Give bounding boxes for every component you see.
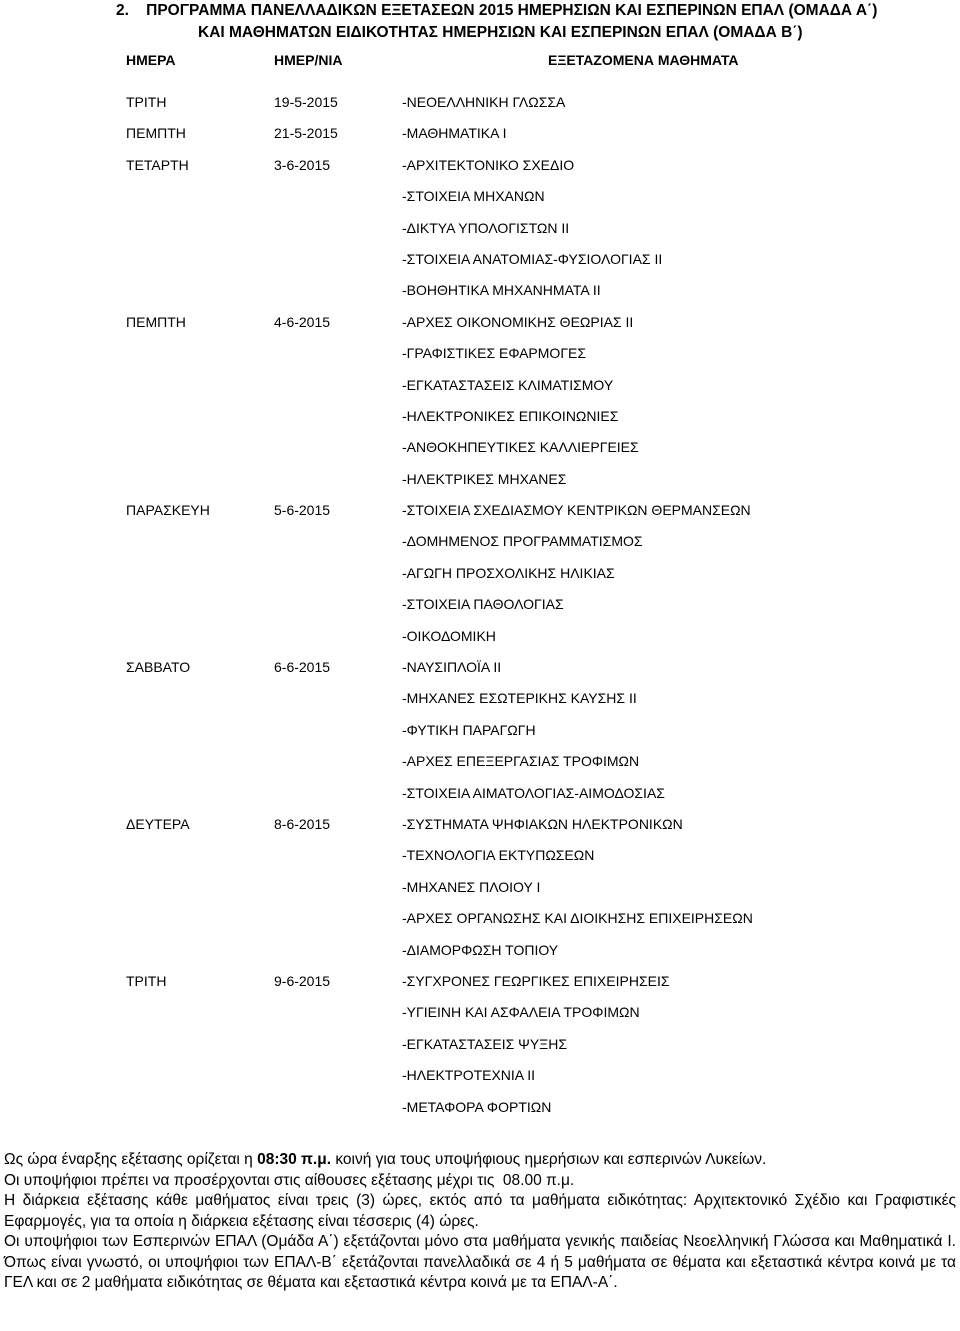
schedule-row xyxy=(0,1028,960,1059)
exam-subject: -ΔΙΑΜΟΡΦΩΣΗ ΤΟΠΙΟΥ xyxy=(402,941,559,958)
exam-subject: -ΣΤΟΙΧΕΙΑ ΜΗΧΑΝΩΝ xyxy=(402,188,545,205)
column-header-subjects: ΕΞΕΤΑΖΟΜΕΝΑ ΜΑΘΗΜΑΤΑ xyxy=(548,52,739,68)
schedule-row xyxy=(0,777,960,808)
schedule-row xyxy=(0,149,960,180)
schedule-row xyxy=(0,212,960,243)
exam-date: 9-6-2015 xyxy=(274,972,331,989)
schedule-row xyxy=(0,400,960,431)
note-arrival-time: Οι υποψήφιοι πρέπει να προσέρχονται στις αίθουσες εξέτασης μέχρι τις 08.00 π.μ. xyxy=(4,1171,575,1189)
schedule-row xyxy=(0,1059,960,1090)
schedule-row xyxy=(0,871,960,902)
exam-date: 19-5-2015 xyxy=(274,94,338,110)
note-duration: Η διάρκεια εξέτασης κάθε μαθήματος είναι τρεις (3) ώρες, εκτός από τα μαθήματα ειδικότητας: Αρχιτεκτονικό Σχέδιο και Γραφιστικές Εφαρμογές, για τα οποία η διάρκεια εξέτασης είναι τέσσερις (4) ώρες. xyxy=(4,1192,956,1230)
document-title-line-2: ΚΑΙ ΜΑΘΗΜΑΤΩΝ ΕΙΔΙΚΟΤΗΤΑΣ ΗΜΕΡΗΣΙΩΝ ΚΑΙ ΕΣΠΕΡΙΝΩΝ ΕΠΑΛ (ΟΜΑΔΑ Β΄) xyxy=(198,24,803,41)
note-start-time xyxy=(4,1150,956,1171)
column-header-date: ΗΜΕΡ/ΝΙΑ xyxy=(274,52,343,68)
exam-subject: -ΔΟΜΗΜΕΝΟΣ ΠΡΟΓΡΑΜΜΑΤΙΣΜΟΣ xyxy=(402,533,643,550)
column-header-day: ΗΜΕΡΑ xyxy=(126,52,176,68)
exam-subject: -ΝΑΥΣΙΠΛΟΪΑ ΙΙ xyxy=(402,659,502,676)
schedule-row xyxy=(0,180,960,211)
exam-subject: -ΥΓΙΕΙΝΗ ΚΑΙ ΑΣΦΑΛΕΙΑ ΤΡΟΦΙΜΩΝ xyxy=(402,1004,640,1021)
exam-subject: -ΓΡΑΦΙΣΤΙΚΕΣ ΕΦΑΡΜΟΓΕΣ xyxy=(402,345,587,362)
exam-date: 6-6-2015 xyxy=(274,659,331,676)
exam-day: ΣΑΒΒΑΤΟ xyxy=(126,659,191,676)
schedule-row xyxy=(0,306,960,337)
exam-notes xyxy=(4,1150,956,1294)
exam-subject: -ΣΤΟΙΧΕΙΑ ΠΑΘΟΛΟΓΙΑΣ xyxy=(402,596,564,613)
schedule-row xyxy=(0,86,960,117)
exam-subject: -ΦΥΤΙΚΗ ΠΑΡΑΓΩΓΗ xyxy=(402,721,536,738)
schedule-row xyxy=(0,745,960,776)
schedule-row xyxy=(0,588,960,619)
exam-subject: -ΑΡΧΕΣ ΟΡΓΑΝΩΣΗΣ ΚΑΙ ΔΙΟΙΚΗΣΗΣ ΕΠΙΧΕΙΡΗΣΕΩΝ xyxy=(402,910,753,927)
exam-subject: -ΣΤΟΙΧΕΙΑ ΑΙΜΑΤΟΛΟΓΙΑΣ-ΑΙΜΟΔΟΣΙΑΣ xyxy=(402,784,665,801)
schedule-row xyxy=(0,808,960,839)
note-start-time-text: Ως ώρα έναρξης εξέτασης ορίζεται η xyxy=(4,1151,258,1168)
exam-subject: -ΣΤΟΙΧΕΙΑ ΑΝΑΤΟΜΙΑΣ-ΦΥΣΙΟΛΟΓΙΑΣ ΙΙ xyxy=(402,250,663,267)
schedule-row xyxy=(0,1091,960,1122)
exam-date: 4-6-2015 xyxy=(274,313,331,330)
exam-subject: -ΑΡΧΕΣ ΟΙΚΟΝΟΜΙΚΗΣ ΘΕΩΡΙΑΣ ΙΙ xyxy=(402,313,634,330)
document-title-line-1: 2. ΠΡΟΓΡΑΜΜΑ ΠΑΝΕΛΛΑΔΙΚΩΝ ΕΞΕΤΑΣΕΩΝ 2015 ΗΜΕΡΗΣΙΩΝ ΚΑΙ ΕΣΠΕΡΙΝΩΝ ΕΠΑΛ (ΟΜΑΔΑ Α΄) xyxy=(116,2,878,19)
exam-subject: -ΑΓΩΓΗ ΠΡΟΣΧΟΛΙΚΗΣ ΗΛΙΚΙΑΣ xyxy=(402,564,615,581)
exam-subject: -ΕΓΚΑΤΑΣΤΑΣΕΙΣ ΨΥΞΗΣ xyxy=(402,1035,568,1052)
exam-subject: -ΕΓΚΑΤΑΣΤΑΣΕΙΣ ΚΛΙΜΑΤΙΣΜΟΥ xyxy=(402,376,614,393)
exam-subject: -ΜΗΧΑΝΕΣ ΕΣΩΤΕΡΙΚΗΣ ΚΑΥΣΗΣ ΙΙ xyxy=(402,690,637,707)
exam-subject: -ΣΥΓΧΡΟΝΕΣ ΓΕΩΡΓΙΚΕΣ ΕΠΙΧΕΙΡΗΣΕΙΣ xyxy=(402,972,670,989)
schedule-row xyxy=(0,369,960,400)
schedule-row xyxy=(0,337,960,368)
exam-schedule xyxy=(0,86,960,1122)
exam-subject: -ΑΝΘΟΚΗΠΕΥΤΙΚΕΣ ΚΑΛΛΙΕΡΓΕΙΕΣ xyxy=(402,439,639,456)
exam-date: 5-6-2015 xyxy=(274,502,331,519)
schedule-row xyxy=(0,494,960,525)
note-start-time-rest: κοινή για τους υποψήφιους ημερήσιων και εσπερινών Λυκείων. xyxy=(331,1151,767,1168)
exam-subject: -ΟΙΚΟΔΟΜΙΚΗ xyxy=(402,627,496,644)
schedule-row xyxy=(0,934,960,965)
schedule-row xyxy=(0,557,960,588)
exam-subject: -ΝΕΟΕΛΛΗΝΙΚΗ ΓΛΩΣΣΑ xyxy=(402,94,566,110)
exam-subject: -ΔΙΚΤΥΑ ΥΠΟΛΟΓΙΣΤΩΝ ΙΙ xyxy=(402,219,570,236)
exam-date: 21-5-2015 xyxy=(274,125,338,142)
exam-subject: -ΜΗΧΑΝΕΣ ΠΛΟΙΟΥ Ι xyxy=(402,878,541,895)
exam-day: ΤΡΙΤΗ xyxy=(126,972,167,989)
exam-day: ΠΕΜΠΤΗ xyxy=(126,125,186,142)
exam-subject: -ΗΛΕΚΤΡΟΤΕΧΝΙΑ ΙΙ xyxy=(402,1067,536,1084)
schedule-row xyxy=(0,682,960,713)
exam-subject: -ΒΟΗΘΗΤΙΚΑ ΜΗΧΑΝΗΜΑΤΑ ΙΙ xyxy=(402,282,601,299)
exam-subject: -ΣΤΟΙΧΕΙΑ ΣΧΕΔΙΑΣΜΟΥ ΚΕΝΤΡΙΚΩΝ ΘΕΡΜΑΝΣΕΩΝ xyxy=(402,502,751,519)
note-start-time-value: 08:30 π.μ. xyxy=(257,1151,332,1168)
exam-subject: -ΑΡΧΕΣ ΕΠΕΞΕΡΓΑΣΙΑΣ ΤΡΟΦΙΜΩΝ xyxy=(402,753,640,770)
exam-date: 3-6-2015 xyxy=(274,156,331,173)
exam-day: ΠΑΡΑΣΚΕΥΗ xyxy=(126,502,210,519)
schedule-row xyxy=(0,839,960,870)
exam-day: ΤΕΤΑΡΤΗ xyxy=(126,156,189,173)
schedule-row xyxy=(0,714,960,745)
exam-subject: -ΗΛΕΚΤΡΙΚΕΣ ΜΗΧΑΝΕΣ xyxy=(402,470,567,487)
exam-day: ΤΡΙΤΗ xyxy=(126,94,167,110)
exam-date: 8-6-2015 xyxy=(274,815,331,832)
schedule-row xyxy=(0,463,960,494)
exam-subject: -ΑΡΧΙΤΕΚΤΟΝΙΚΟ ΣΧΕΔΙΟ xyxy=(402,156,575,173)
note-evening-candidates: Οι υποψήφιοι των Εσπερινών ΕΠΑΛ (Ομάδα Α΄) εξετάζονται μόνο στα μαθήματα γενικής παιδείας Νεοελληνική Γλώσσα και Μαθηματικά Ι. Όπως είναι γνωστό, οι υποψήφιοι των ΕΠΑΛ-Β΄ εξετάζονται πανελλαδικά σε 4 ή 5 μαθήματα σε θέματα και εξεταστικά κέντρα κοινά με τα ΓΕΛ και σε 2 μαθήματα ειδικότητας σε θέματα και εξεταστικά κέντρα κοινά με τα ΕΠΑΛ-Α΄. xyxy=(4,1233,956,1291)
exam-subject: -ΗΛΕΚΤΡΟΝΙΚΕΣ ΕΠΙΚΟΙΝΩΝΙΕΣ xyxy=(402,407,619,424)
schedule-row xyxy=(0,651,960,682)
schedule-row xyxy=(0,902,960,933)
exam-subject: -ΤΕΧΝΟΛΟΓΙΑ ΕΚΤΥΠΩΣΕΩΝ xyxy=(402,847,595,864)
schedule-row xyxy=(0,996,960,1027)
schedule-row xyxy=(0,525,960,556)
exam-subject: -ΜΑΘΗΜΑΤΙΚΑ Ι xyxy=(402,125,507,142)
exam-subject: -ΣΥΣΤΗΜΑΤΑ ΨΗΦΙΑΚΩΝ ΗΛΕΚΤΡΟΝΙΚΩΝ xyxy=(402,815,683,832)
schedule-row xyxy=(0,620,960,651)
schedule-row xyxy=(0,274,960,305)
exam-subject: -ΜΕΤΑΦΟΡΑ ΦΟΡΤΙΩΝ xyxy=(402,1098,552,1115)
schedule-row xyxy=(0,965,960,996)
exam-day: ΠΕΜΠΤΗ xyxy=(126,313,186,330)
schedule-row xyxy=(0,431,960,462)
schedule-row xyxy=(0,243,960,274)
schedule-row xyxy=(0,117,960,148)
exam-day: ΔΕΥΤΕΡΑ xyxy=(126,815,190,832)
